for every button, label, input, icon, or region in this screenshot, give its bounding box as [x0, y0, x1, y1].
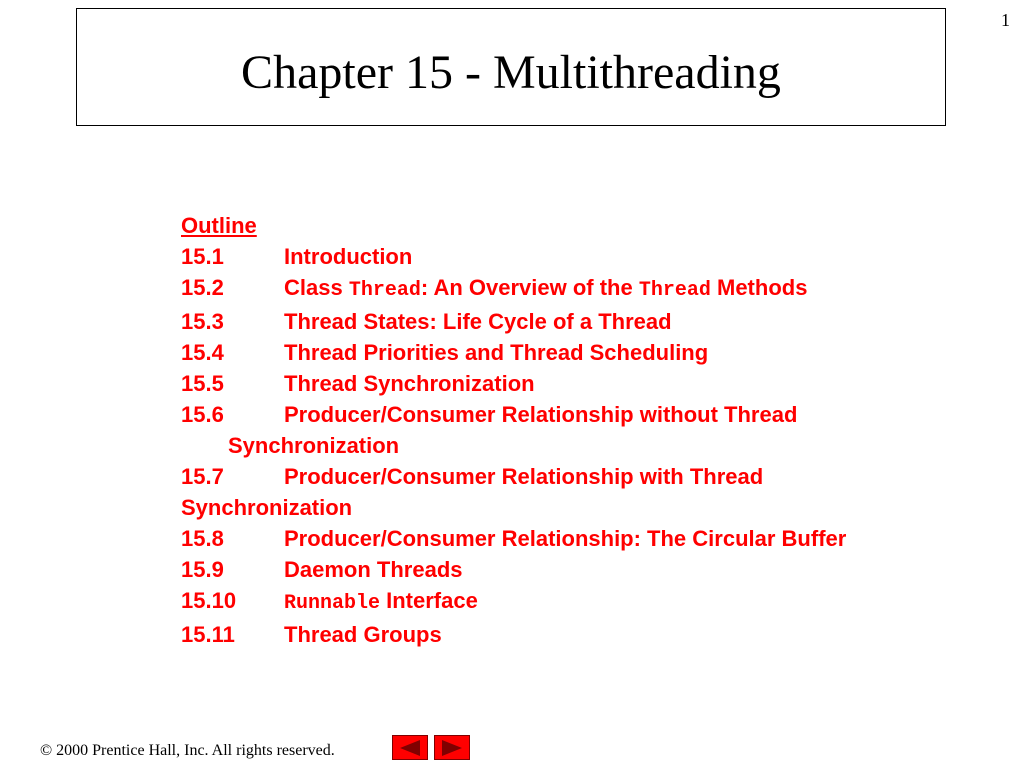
outline-item — [181, 619, 981, 650]
outline-list — [181, 241, 981, 650]
outline-item — [181, 306, 981, 337]
outline-item — [181, 368, 981, 399]
outline-item-text: Thread States: Life Cycle of a Thread — [284, 309, 672, 334]
outline-item-text: Introduction — [284, 244, 413, 269]
outline-item-code: Thread — [348, 279, 421, 302]
outline-item-text: Daemon Threads — [284, 557, 463, 582]
outline-item — [181, 585, 981, 619]
outline-item-number: 15.5 — [181, 371, 224, 396]
outline-item-text: Producer/Consumer Relationship without Thread — [284, 402, 798, 427]
outline — [181, 210, 981, 650]
outline-item-number: 15.3 — [181, 309, 224, 334]
slide-title: Chapter 15 - Multithreading — [241, 45, 781, 99]
outline-item-text: Producer/Consumer Relationship with Thread — [284, 464, 764, 489]
outline-heading: Outline — [181, 213, 257, 238]
outline-item — [181, 523, 981, 554]
outline-item-text: : An Overview of the — [420, 275, 639, 300]
outline-item — [181, 461, 981, 492]
outline-item-text: Thread Synchronization — [284, 371, 535, 396]
next-slide-button[interactable] — [434, 735, 470, 760]
outline-item-code: Runnable — [284, 592, 381, 615]
previous-slide-button[interactable] — [392, 735, 428, 760]
slide-navigation — [392, 735, 470, 760]
right-triangle-icon — [440, 739, 464, 757]
outline-item-number: 15.7 — [181, 464, 224, 489]
title-box — [76, 8, 946, 126]
outline-item-continuation: Synchronization — [181, 495, 353, 520]
outline-item-text: Class — [284, 275, 349, 300]
outline-item — [181, 337, 981, 368]
outline-item-number: 15.8 — [181, 526, 224, 551]
outline-item-text: Thread Groups — [284, 622, 442, 647]
outline-item-continuation: Synchronization — [228, 433, 400, 458]
outline-item-number: 15.10 — [181, 588, 237, 613]
outline-item-code: Thread — [638, 279, 711, 302]
outline-item — [181, 554, 981, 585]
outline-item-number: 15.4 — [181, 340, 224, 365]
outline-item — [181, 241, 981, 272]
outline-item-number: 15.11 — [181, 622, 235, 647]
footer-copyright: © 2000 Prentice Hall, Inc. All rights reserved. — [40, 742, 335, 759]
outline-item-text: Thread Priorities and Thread Scheduling — [284, 340, 709, 365]
left-triangle-icon — [398, 739, 422, 757]
outline-item-number: 15.9 — [181, 557, 224, 582]
outline-item-number: 15.6 — [181, 402, 224, 427]
outline-item-number: 15.2 — [181, 275, 224, 300]
outline-item-number: 15.1 — [181, 244, 224, 269]
page-number: 1 — [1001, 10, 1010, 30]
outline-item — [181, 272, 981, 306]
outline-item-text: Producer/Consumer Relationship: The Circular Buffer — [284, 526, 847, 551]
outline-item — [181, 399, 981, 430]
outline-item-text: Methods — [710, 275, 808, 300]
outline-item-text: Interface — [380, 588, 478, 613]
